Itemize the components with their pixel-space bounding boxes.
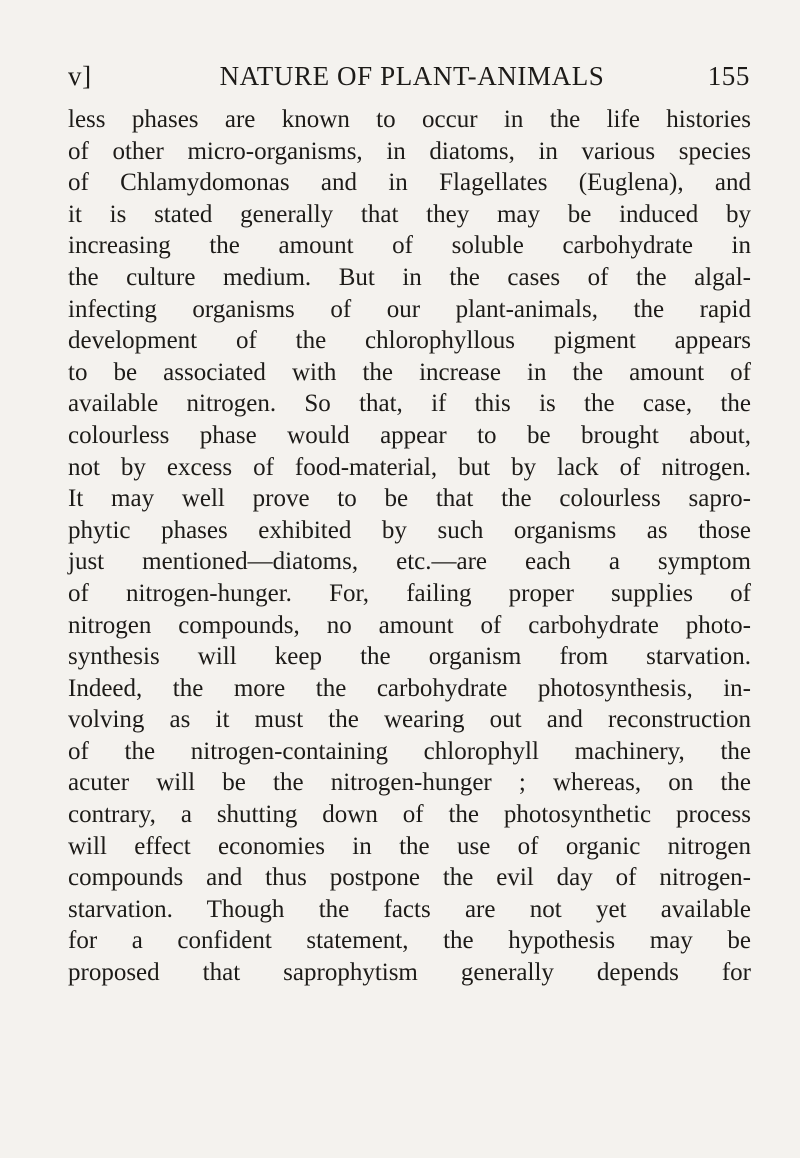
text-line: contrary, a shutting down of the photosynthetic process — [68, 801, 751, 829]
text-line: will effect economies in the use of organic nitrogen — [68, 832, 751, 860]
running-head — [68, 58, 750, 94]
text-line: volving as it must the wearing out and reconstruction — [68, 706, 751, 734]
body-text — [68, 104, 751, 989]
text-line: it is stated generally that they may be induced by — [68, 200, 751, 228]
text-line: synthesis will keep the organism from starvation. — [68, 643, 751, 671]
text-line: not by excess of food-material, but by lack of nitrogen. — [68, 453, 751, 481]
text-line: phytic phases exhibited by such organisms as those — [68, 516, 751, 544]
text-line: of other micro-organisms, in diatoms, in various species — [68, 137, 751, 165]
text-line: just mentioned—diatoms, etc.—are each a symptom — [68, 548, 751, 576]
text-line: starvation. Though the facts are not yet available — [68, 895, 751, 923]
text-line: the culture medium. But in the cases of the algal- — [68, 263, 751, 291]
chapter-marker: v] — [68, 61, 92, 91]
text-line: of Chlamydomonas and in Flagellates (Euglena), and — [68, 169, 751, 197]
text-line: proposed that saprophytism generally depends for — [68, 959, 751, 987]
text-line: of the nitrogen-containing chlorophyll machinery, the — [68, 737, 751, 765]
text-line: Indeed, the more the carbohydrate photosynthesis, in- — [68, 674, 751, 702]
text-line: acuter will be the nitrogen-hunger ; whereas, on the — [68, 769, 751, 797]
text-line: nitrogen compounds, no amount of carbohydrate photo- — [68, 611, 751, 639]
text-line: colourless phase would appear to be brought about, — [68, 421, 751, 449]
running-title: NATURE OF PLANT-ANIMALS — [219, 61, 605, 91]
text-line: increasing the amount of soluble carbohydrate in — [68, 232, 751, 260]
text-line: less phases are known to occur in the life histories — [68, 106, 751, 133]
text-line: to be associated with the increase in the amount of — [68, 358, 751, 386]
text-line: development of the chlorophyllous pigment appears — [68, 327, 751, 355]
text-line: compounds and thus postpone the evil day of nitrogen- — [68, 864, 751, 892]
text-line: available nitrogen. So that, if this is the case, the — [68, 390, 751, 418]
text-line: of nitrogen-hunger. For, failing proper supplies of — [68, 579, 751, 607]
text-line: infecting organisms of our plant-animals, the rapid — [68, 295, 751, 323]
page-number: 155 — [707, 61, 750, 91]
text-line: for a confident statement, the hypothesis may be — [68, 927, 751, 955]
text-line: It may well prove to be that the colourless sapro- — [68, 485, 751, 513]
